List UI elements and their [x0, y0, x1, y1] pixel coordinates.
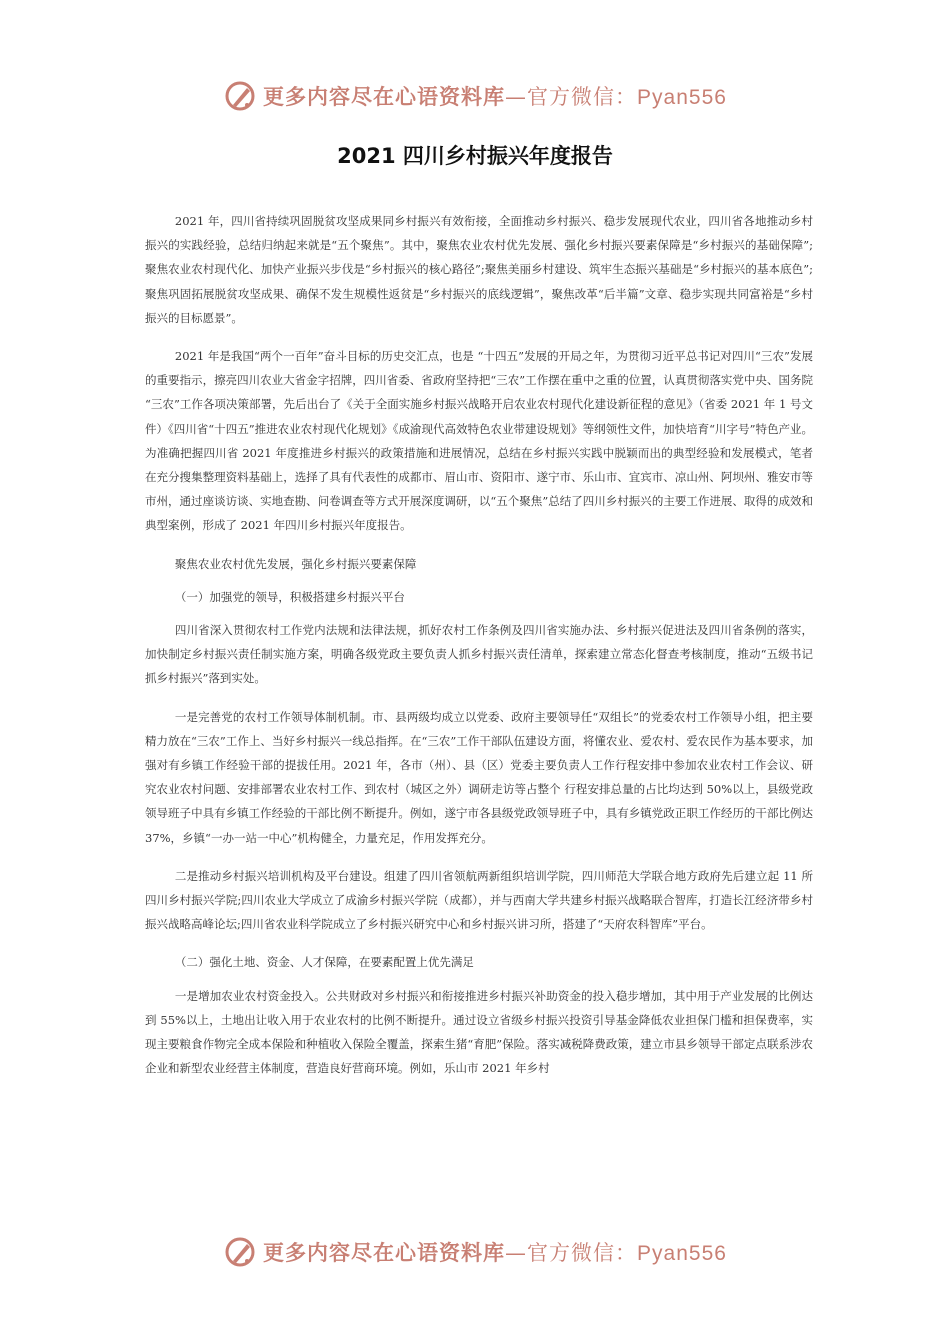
pen-logo-icon	[223, 1235, 257, 1269]
paragraph-intro: 2021 年，四川省持续巩固脱贫攻坚成果同乡村振兴有效衔接，全面推动乡村振兴、稳步发展现代农业，四川省各地推动乡村振兴的实践经验，总结归纳起来就是“五个聚焦”。其中，聚焦农业农村优先发展、强化乡村振兴要素保障是“乡村振兴的基础保障”;聚焦农业农村现代化、加快产业振兴步伐是“乡村振兴的核心路径”;聚焦美丽乡村建设、筑牢生态振兴基础是“乡村振兴的基本底色”;聚焦巩固拓展脱贫攻坚成果、确保不发生规模性返贫是“乡村振兴的底线逻辑”，聚焦改革“后半篇”文章、稳步实现共同富裕是“乡村振兴的目标愿景”。	[145, 214, 813, 325]
watermark-wechat-id: Pyan556	[637, 1242, 727, 1265]
paragraph-background: 2021 年是我国“两个一百年”奋斗目标的历史交汇点，也是 “十四五”发展的开局之年，为贯彻习近平总书记对四川“三农”发展的重要指示，擦亮四川农业大省金字招牌，四川省委、省政府坚持把“三农”工作摆在重中之重的位置，认真贯彻落实党中央、国务院 “三农”工作各项决策部署，先后出台了《关于全面实施乡村振兴战略开启农业农村现代化建设新征程的意见》（省委 2021 年 1 号文件）《四川省“十四五”推进农业农村现代化规划》《成渝现代高效特色农业带建设规划》等纲领性文件，加快培育“川字号”特色产业。为准确把握四川省 2021 年度推进乡村振兴的政策措施和进展情况，总结在乡村振兴实践中脱颖而出的典型经验和发展模式，笔者在充分搜集整理资料基础上，选择了具有代表性的成都市、眉山市、资阳市、遂宁市、乐山市、宜宾市、凉山州、阿坝州、雅安市等市州，通过座谈访谈、实地查勘、问卷调查等方式开展深度调研，以“五个聚焦”总结了四川乡村振兴的主要工作进展、取得的成效和典型案例，形成了 2021 年四川乡村振兴年度报告。	[145, 349, 813, 533]
watermark-text	[263, 1237, 727, 1267]
watermark-text	[263, 81, 727, 111]
paragraph-party-leadership: 四川省深入贯彻农村工作党内法规和法律法规，抓好农村工作条例及四川省实施办法、乡村振兴促进法及四川省条例的落实，加快制定乡村振兴责任制实施方案，明确各级党政主要负责人抓乡村振兴责任清单，探索建立常态化督查考核制度，推动“五级书记抓乡村振兴”落到实处。	[145, 623, 813, 686]
subsection-heading-2: （二）强化土地、资金、人才保障，在要素配置上优先满足	[174, 955, 474, 970]
watermark-main-text: 更多内容尽在心语资料库	[263, 85, 506, 109]
subsection-heading-1: （一）加强党的领导，积极搭建乡村振兴平台	[174, 589, 405, 604]
watermark-separator: —	[505, 85, 528, 109]
section-heading: 聚焦农业农村优先发展，强化乡村振兴要素保障	[174, 556, 417, 571]
pen-logo-icon	[223, 79, 257, 113]
watermark-sub-text: 官方微信：	[527, 1241, 638, 1265]
watermark-separator: —	[505, 1241, 528, 1265]
document-title: 2021 四川乡村振兴年度报告	[337, 144, 613, 168]
paragraph-training-platforms: 二是推动乡村振兴培训机构及平台建设。组建了四川省领航两新组织培训学院，四川师范大学联合地方政府先后建立起 11 所四川乡村振兴学院;四川农业大学成立了成渝乡村振兴学院（成都），并与西南大学共建乡村振兴战略联合智库，打造长江经济带乡村振兴战略高峰论坛;四川省农业科学院成立了乡村振兴研究中心和乡村振兴讲习所，搭建了“天府农科智库”平台。	[145, 868, 813, 932]
paragraph-leadership-mechanism: 一是完善党的农村工作领导体制机制。市、县两级均成立以党委、政府主要领导任“双组长”的党委农村工作领导小组，把主要精力放在“三农”工作上、当好乡村振兴一线总指挥。在“三农”工作干部队伍建设方面，将懂农业、爱农村、爱农民作为基本要求，加强对有乡镇工作经验干部的提拔任用。2021 年，各市（州）、县（区）党委主要负责人工作行程安排中参加农业农村工作会议、研究农业农村问题、安排部署农业农村工作、到农村（城区之外）调研走访等占整个 行程安排总量的占比均达到 50%以上，县级党政领导班子中具有乡镇工作经验的干部比例不断提升。例如，遂宁市各县级党政领导班子中，具有乡镇党政正职工作经历的干部比例达 37%，乡镇“一办一站一中心”机构健全，力量充足，作用发挥充分。	[145, 709, 813, 845]
watermark-main-text: 更多内容尽在心语资料库	[263, 1241, 506, 1265]
paragraph-funding: 一是增加农业农村资金投入。公共财政对乡村振兴和衔接推进乡村振兴补助资金的投入稳步增加，其中用于产业发展的比例达到 55%以上，土地出让收入用于农业农村的比例不断提升。通过设立省级乡村振兴投资引导基金降低农业担保门槛和担保费率，实现主要粮食作物完全成本保险和种植收入保险全覆盖，探索生猪“育肥”保险。落实减税降费政策，建立市县乡领导干部定点联系涉农企业和新型农业经营主体制度，营造良好营商环境。例如，乐山市 2021 年乡村	[145, 988, 813, 1076]
watermark-sub-text: 官方微信：	[527, 85, 638, 109]
watermark-footer	[0, 1230, 950, 1274]
watermark-wechat-id: Pyan556	[637, 86, 727, 109]
document-body	[145, 209, 813, 1095]
watermark-header	[0, 74, 950, 118]
